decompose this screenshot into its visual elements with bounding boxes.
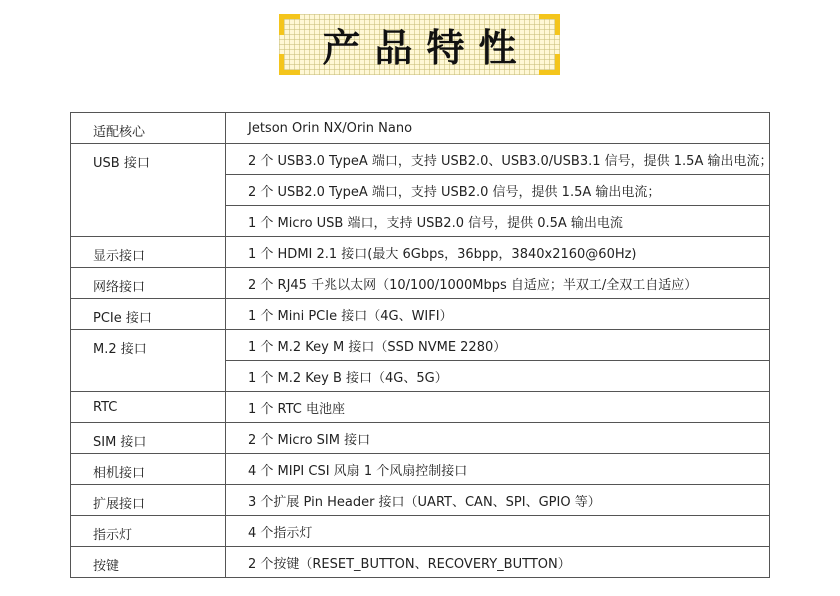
table-row [71, 516, 770, 547]
spec-value: 2 个按键（RESET_BUTTON、RECOVERY_BUTTON） [226, 547, 770, 578]
spec-table-body [71, 113, 773, 578]
spec-value: 2 个 USB3.0 TypeA 端口，支持 USB2.0、USB3.0/USB3.1 信号，提供 1.5A 输出电流； [226, 144, 770, 175]
spec-label: 扩展接口 [71, 485, 226, 516]
spec-label: 适配核心 [71, 113, 226, 144]
table-row [71, 268, 770, 299]
title-banner [279, 14, 560, 75]
spec-label: SIM 接口 [71, 423, 226, 454]
spec-table [70, 112, 773, 578]
spec-value: 1 个 RTC 电池座 [226, 392, 770, 423]
spec-value: 1 个 M.2 Key M 接口（SSD NVME 2280） [226, 330, 770, 361]
spec-value: 2 个 RJ45 千兆以太网（10/100/1000Mbps 自适应；半双工/全双工自适应） [226, 268, 770, 299]
table-row [71, 485, 770, 516]
spec-value: 1 个 Mini PCIe 接口（4G、WIFI） [226, 299, 770, 330]
spec-label: USB 接口 [71, 144, 226, 237]
table-row [71, 330, 770, 361]
table-row [71, 237, 770, 268]
spec-value: 1 个 HDMI 2.1 接口(最大 6Gbps，36bpp，3840x2160@60Hz) [226, 237, 770, 268]
spec-label: 按键 [71, 547, 226, 578]
spec-label: PCIe 接口 [71, 299, 226, 330]
spec-label: 指示灯 [71, 516, 226, 547]
spec-value: 1 个 M.2 Key B 接口（4G、5G） [226, 361, 770, 392]
spec-value: 2 个 Micro SIM 接口 [226, 423, 770, 454]
spec-label: 相机接口 [71, 454, 226, 485]
spec-label: RTC [71, 392, 226, 423]
spec-value: 2 个 USB2.0 TypeA 端口，支持 USB2.0 信号，提供 1.5A 输出电流； [226, 175, 770, 206]
table-row [71, 113, 770, 144]
spec-value: 4 个指示灯 [226, 516, 770, 547]
table-row [71, 454, 770, 485]
spec-value: 3 个扩展 Pin Header 接口（UART、CAN、SPI、GPIO 等） [226, 485, 770, 516]
table-row [71, 144, 770, 175]
spec-value: 4 个 MIPI CSI 风扇 1 个风扇控制接口 [226, 454, 770, 485]
spec-value: 1 个 Micro USB 端口，支持 USB2.0 信号，提供 0.5A 输出电流 [226, 206, 770, 237]
table-row [71, 547, 770, 578]
spec-value: Jetson Orin NX/Orin Nano [226, 113, 770, 144]
table-row [71, 392, 770, 423]
spec-label: 网络接口 [71, 268, 226, 299]
table-row [71, 423, 770, 454]
spec-label: M.2 接口 [71, 330, 226, 392]
spec-label: 显示接口 [71, 237, 226, 268]
page-title: 产品特性 [322, 26, 531, 70]
table-row [71, 299, 770, 330]
